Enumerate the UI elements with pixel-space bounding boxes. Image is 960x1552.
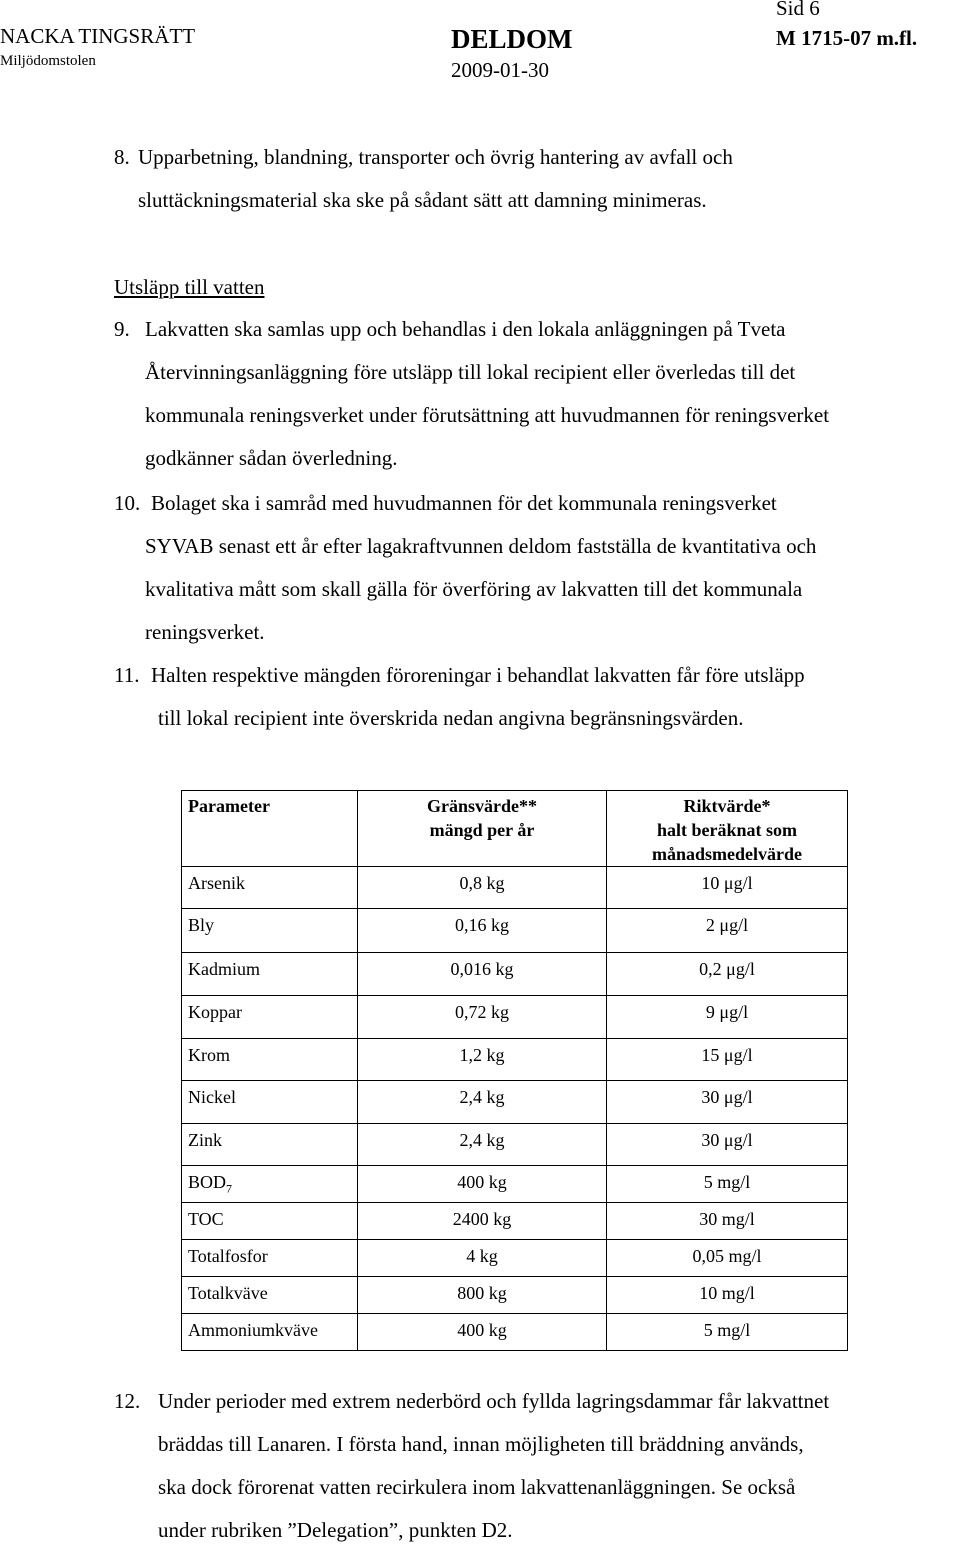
cell-guide-value <box>607 1314 848 1351</box>
table-row <box>182 1203 848 1240</box>
cell-text: 30 mg/l <box>699 1209 755 1229</box>
table-row <box>182 996 848 1039</box>
cell-limit-value <box>358 1081 607 1124</box>
cell-guide-value <box>607 1039 848 1081</box>
table-row <box>182 1240 848 1277</box>
court-name: NACKA TINGSRÄTT <box>0 24 196 48</box>
cell-text: 2,4 kg <box>459 1087 505 1107</box>
cell-parameter <box>182 996 358 1039</box>
cell-text: 15 μg/l <box>701 1045 753 1065</box>
cell-limit-value <box>358 867 607 909</box>
cell-guide-value <box>607 1240 848 1277</box>
cell-guide-value <box>607 953 848 996</box>
table-header-row <box>182 791 848 867</box>
header-guide-value <box>607 791 848 867</box>
cell-guide-value <box>607 1081 848 1124</box>
table-row <box>182 909 848 953</box>
cell-parameter <box>182 1240 358 1277</box>
paragraph-line: till lokal recipient inte överskrida nedan angivna begränsningsvärden. <box>158 706 744 730</box>
cell-text: 0,2 μg/l <box>699 959 755 979</box>
cell-limit-value <box>358 1314 607 1351</box>
cell-guide-value <box>607 1277 848 1314</box>
table-row <box>182 1277 848 1314</box>
cell-text: Nickel <box>188 1087 236 1107</box>
cell-text: Bly <box>188 915 215 935</box>
cell-parameter <box>182 1203 358 1240</box>
paragraph-number: 9. <box>114 317 130 341</box>
cell-guide-value <box>607 1166 848 1203</box>
cell-limit-value <box>358 1203 607 1240</box>
cell-parameter <box>182 1166 358 1203</box>
document-type: DELDOM <box>451 24 573 54</box>
table-row <box>182 1166 848 1203</box>
cell-text: Ammoniumkväve <box>188 1320 318 1340</box>
cell-limit-value <box>358 953 607 996</box>
cell-limit-value <box>358 1166 607 1203</box>
paragraph-8 <box>114 136 960 222</box>
paragraph-10 <box>114 482 960 654</box>
header-limit-text: Gränsvärde** mängd per år <box>427 796 537 840</box>
paragraph-number: 8. <box>114 145 130 169</box>
cell-text: TOC <box>188 1209 224 1229</box>
cell-guide-value <box>607 996 848 1039</box>
document-date: 2009-01-30 <box>451 58 549 82</box>
cell-guide-value <box>607 1203 848 1240</box>
cell-text: 30 μg/l <box>701 1087 753 1107</box>
cell-guide-value <box>607 867 848 909</box>
cell-text: 0,016 kg <box>450 959 514 979</box>
cell-text: 4 kg <box>466 1246 498 1266</box>
table-row <box>182 1039 848 1081</box>
table-row <box>182 953 848 996</box>
cell-text: 9 μg/l <box>705 1002 749 1022</box>
cell-limit-value <box>358 996 607 1039</box>
limits-table <box>181 790 848 1351</box>
cell-text: 2,4 kg <box>459 1130 505 1150</box>
paragraph-line: reningsverket. <box>145 620 265 644</box>
cell-parameter <box>182 1314 358 1351</box>
cell-guide-value <box>607 909 848 953</box>
paragraph-line: under rubriken ”Delegation”, punkten D2. <box>158 1518 513 1542</box>
paragraph-12 <box>114 1380 960 1552</box>
cell-parameter <box>182 1277 358 1314</box>
paragraph-line: Under perioder med extrem nederbörd och fyllda lagringsdammar får lakvattnet <box>158 1389 830 1413</box>
cell-text: Koppar <box>188 1002 242 1022</box>
paragraph-line: SYVAB senast ett år efter lagakraftvunnen deldom fastställa de kvantitativa och <box>145 534 817 558</box>
header-guide-text: Riktvärde* halt beräknat som månadsmedelvärde <box>652 796 802 864</box>
cell-parameter <box>182 953 358 996</box>
section-heading: Utsläpp till vatten <box>114 275 265 299</box>
cell-limit-value <box>358 909 607 953</box>
cell-parameter <box>182 1124 358 1166</box>
cell-text: 2 μg/l <box>705 915 749 935</box>
cell-text: Totalkväve <box>188 1283 268 1303</box>
cell-text: 0,16 kg <box>455 915 509 935</box>
paragraph-9 <box>114 308 960 480</box>
cell-limit-value <box>358 1240 607 1277</box>
cell-text: Totalfosfor <box>188 1246 268 1266</box>
paragraph-line: Halten respektive mängden föroreningar i behandlat lakvatten får före utsläpp <box>151 663 805 687</box>
cell-text: BOD <box>188 1172 227 1192</box>
cell-text: 0,72 kg <box>455 1002 509 1022</box>
cell-parameter <box>182 1081 358 1124</box>
cell-limit-value <box>358 1277 607 1314</box>
paragraph-line: ska dock förorenat vatten recirkulera inom lakvattenanläggningen. Se också <box>158 1475 796 1499</box>
cell-text: 0,05 mg/l <box>692 1246 762 1266</box>
cell-text: Kadmium <box>188 959 260 979</box>
paragraph-line: sluttäckningsmaterial ska ske på sådant sätt att damning minimeras. <box>138 188 707 212</box>
paragraph-line: Bolaget ska i samråd med huvudmannen för det kommunala reningsverket <box>151 491 777 515</box>
paragraph-line: kommunala reningsverket under förutsättning att huvudmannen för reningsverket <box>145 403 830 427</box>
paragraph-11 <box>114 654 960 740</box>
paragraph-line: godkänner sådan överledning. <box>145 446 398 470</box>
cell-text: 5 mg/l <box>703 1320 751 1340</box>
cell-text: 0,8 kg <box>459 873 505 893</box>
paragraph-line: kvalitativa mått som skall gälla för överföring av lakvatten till det kommunala <box>145 577 803 601</box>
table-row <box>182 1314 848 1351</box>
cell-text: Zink <box>188 1130 222 1150</box>
paragraph-number: 11. <box>114 663 140 687</box>
case-number: M 1715-07 m.fl. <box>776 26 918 50</box>
page-number: Sid 6 <box>776 0 820 20</box>
paragraph-number: 12. <box>114 1389 141 1413</box>
cell-limit-value <box>358 1124 607 1166</box>
table-row <box>182 1124 848 1166</box>
header-parameter: Parameter <box>182 791 358 867</box>
paragraph-line: bräddas till Lanaren. I första hand, innan möjligheten till bräddning används, <box>158 1432 804 1456</box>
cell-text: 10 mg/l <box>699 1283 755 1303</box>
cell-text: Arsenik <box>188 873 245 893</box>
paragraph-line: Lakvatten ska samlas upp och behandlas i den lokala anläggningen på Tveta <box>145 317 786 341</box>
cell-text: 30 μg/l <box>701 1130 753 1150</box>
cell-text: 1,2 kg <box>459 1045 505 1065</box>
cell-parameter <box>182 867 358 909</box>
cell-parameter <box>182 909 358 953</box>
subscript: 7 <box>226 1181 233 1196</box>
cell-text: 400 kg <box>457 1172 507 1192</box>
paragraph-line: Upparbetning, blandning, transporter och övrig hantering av avfall och <box>138 145 733 169</box>
cell-text: 400 kg <box>457 1320 507 1340</box>
table-row <box>182 1081 848 1124</box>
paragraph-line: Återvinningsanläggning före utsläpp till lokal recipient eller överledas till det <box>145 360 796 384</box>
cell-text: Krom <box>188 1045 230 1065</box>
cell-text: 5 mg/l <box>703 1172 751 1192</box>
cell-parameter <box>182 1039 358 1081</box>
cell-text: 800 kg <box>457 1283 507 1303</box>
cell-guide-value <box>607 1124 848 1166</box>
paragraph-number: 10. <box>114 491 141 515</box>
header-limit-value <box>358 791 607 867</box>
cell-limit-value <box>358 1039 607 1081</box>
cell-text: 10 μg/l <box>701 873 753 893</box>
department-name: Miljödomstolen <box>0 53 96 69</box>
cell-text: 2400 kg <box>452 1209 512 1229</box>
table-row <box>182 867 848 909</box>
